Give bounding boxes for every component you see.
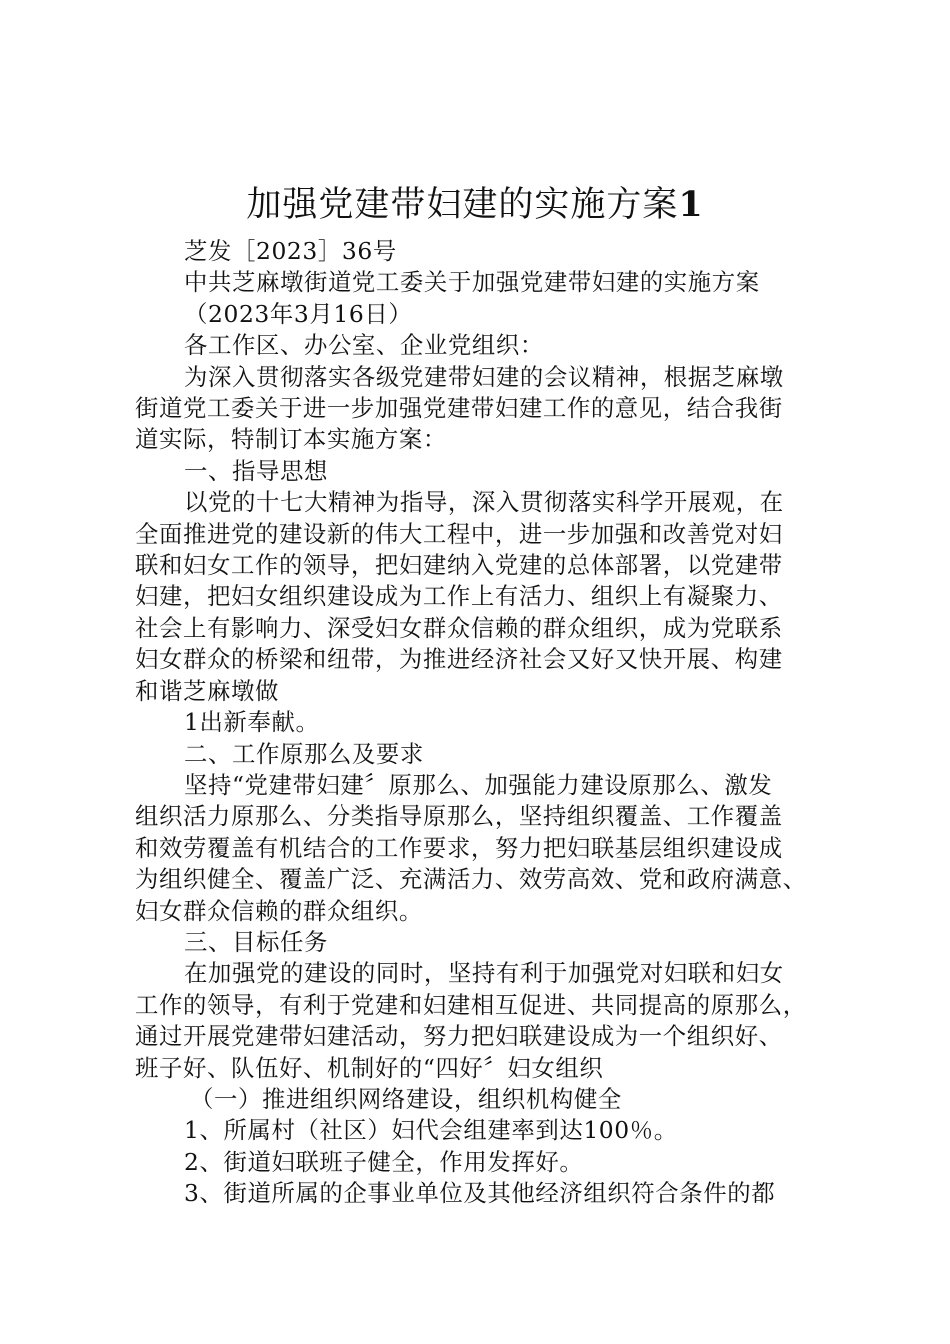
paragraph-line: 妇女群众的桥梁和纽带，为推进经济社会又好又快开展、构建 — [135, 645, 783, 674]
paragraph-line: 1出新奉献。 — [184, 708, 320, 737]
paragraph-line: 妇女群众信赖的群众组织。 — [135, 896, 423, 925]
salutation: 各工作区、办公室、企业党组织： — [184, 331, 544, 360]
paragraph-line: 工作的领导，有利于党建和妇建相互促进、共同提高的原那么， — [135, 990, 807, 1019]
paragraph-line: 联和妇女工作的领导，把妇建纳入党建的总体部署，以党建带 — [135, 551, 783, 580]
section-heading: 三、目标任务 — [184, 927, 328, 956]
paragraph-line: 通过开展党建带妇建活动，努力把妇联建设成为一个组织好、 — [135, 1022, 783, 1051]
paragraph-line: 在加强党的建设的同时，坚持有利于加强党对妇联和妇女 — [184, 959, 784, 988]
subsection-heading: （一）推进组织网络建设，组织机构健全 — [190, 1084, 622, 1113]
paragraph-line: 为深入贯彻落实各级党建带妇建的会议精神，根据芝麻墩 — [184, 362, 784, 391]
paragraph-line: 社会上有影响力、深受妇女群众信赖的群众组织，成为党联系 — [135, 613, 783, 642]
paragraph-line: 坚持“党建带妇建〞原那么、加强能力建设原那么、激发 — [184, 770, 773, 799]
section-heading: 二、工作原那么及要求 — [184, 739, 424, 768]
document-title — [0, 183, 950, 227]
paragraph-line: 和效劳覆盖有机结合的工作要求，努力把妇联基层组织建设成 — [135, 833, 783, 862]
paragraph-line: 班子好、队伍好、机制好的“四好〞妇女组织 — [135, 1053, 604, 1082]
document-number: 芝发［2023］36号 — [184, 237, 397, 265]
list-item: 2、街道妇联班子健全，作用发挥好。 — [184, 1147, 584, 1176]
paragraph-line: 为组织健全、覆盖广泛、充满活力、效劳高效、党和政府满意、 — [135, 865, 807, 894]
title-number: 1 — [678, 184, 704, 225]
list-item: 3、街道所属的企事业单位及其他经济组织符合条件的都 — [184, 1179, 776, 1208]
section-heading: 一、指导思想 — [184, 456, 328, 485]
document-body — [135, 236, 825, 1210]
paragraph-line: 道实际，特制订本实施方案： — [135, 425, 447, 454]
subtitle: 中共芝麻墩街道党工委关于加强党建带妇建的实施方案 — [184, 268, 760, 297]
title-main: 加强党建带妇建的实施方案 — [246, 185, 679, 225]
paragraph-line: 全面推进党的建设新的伟大工程中，进一步加强和改善党对妇 — [135, 519, 783, 548]
paragraph-line: 妇建，把妇女组织建设成为工作上有活力、组织上有凝聚力、 — [135, 582, 783, 611]
paragraph-line: 组织活力原那么、分类指导原那么，坚持组织覆盖、工作覆盖 — [135, 802, 783, 831]
paragraph-line: 以党的十七大精神为指导，深入贯彻落实科学开展观，在 — [184, 488, 784, 517]
date-line: （2023年3月16日） — [184, 299, 413, 328]
paragraph-line: 和谐芝麻墩做 — [135, 676, 279, 705]
list-item: 1、所属村（社区）妇代会组建率到达100％。 — [184, 1116, 678, 1145]
paragraph-line: 街道党工委关于进一步加强党建带妇建工作的意见，结合我街 — [135, 394, 783, 423]
